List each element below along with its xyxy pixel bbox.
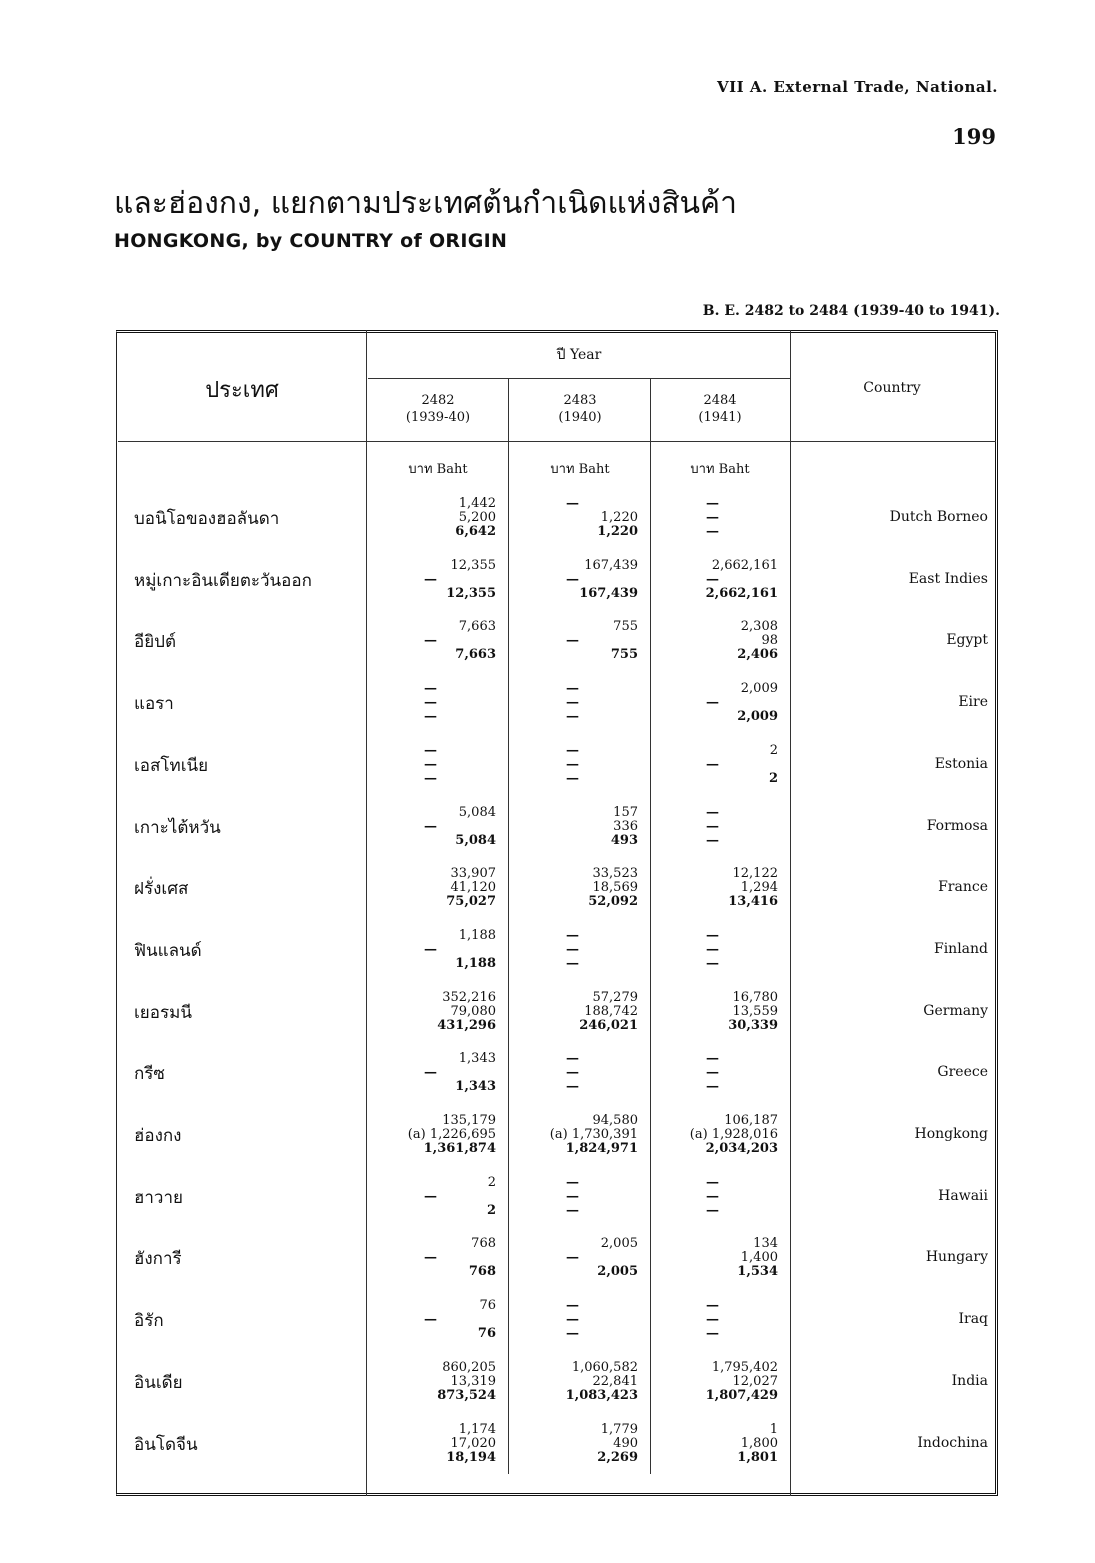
country-name-english: Estonia [934,756,988,772]
value-cell [648,620,778,662]
value-line-2: — [566,757,579,772]
value-line-1: — [706,1051,719,1066]
value-line-1: 33,907 [450,866,496,881]
value-line-2: — [706,510,719,525]
value-line-1: — [424,681,437,696]
value-cell [648,559,778,601]
value-cell [648,806,778,848]
country-name-english: Hawaii [938,1188,988,1204]
total-value: 76 [477,1326,496,1341]
column-header-country-thai: ประเทศ [205,378,279,403]
period-range-note: B. E. 2482 to 2484 (1939-40 to 1941). [702,303,1000,319]
total-value: 873,524 [437,1388,496,1403]
value-cell [366,1052,496,1094]
value-line-2: — [566,1189,579,1204]
total-value: — [566,956,579,971]
value-line-1: 5,084 [458,805,496,820]
value-cell [648,1114,778,1156]
total-value: 1,083,423 [565,1388,638,1403]
total-value: — [706,1079,719,1094]
country-name-thai: เกาะไต้หวัน [134,818,221,838]
page-number: 199 [952,124,996,149]
value-cell [648,1052,778,1094]
value-line-1: — [566,1051,579,1066]
value-cell [648,682,778,724]
value-cell [366,1299,496,1341]
country-name-english: India [951,1373,988,1389]
value-line-2: — [424,1312,437,1327]
total-value: — [566,771,579,786]
total-value: — [566,1326,579,1341]
value-line-2: — [424,757,437,772]
value-cell [508,991,638,1033]
value-cell [648,929,778,971]
total-value: 1,824,971 [565,1141,638,1156]
value-line-1: 16,780 [732,990,778,1005]
value-cell [648,1361,778,1403]
value-cell [366,1237,496,1279]
value-line-2: 1,800 [740,1436,778,1451]
total-value: 2,034,203 [705,1141,778,1156]
value-line-2: 13,559 [732,1004,778,1019]
year-header-2483 [511,392,649,426]
value-cell [648,744,778,786]
total-value: — [706,956,719,971]
value-line-2: — [424,819,437,834]
value-line-2: — [706,572,719,587]
value-line-2: 1,220 [600,510,638,525]
value-line-1: 12,122 [732,866,778,881]
total-value: 2,009 [737,709,778,724]
country-name-english: Egypt [946,632,988,648]
value-cell [366,744,496,786]
total-value: 2 [768,771,778,786]
value-cell [366,1423,496,1465]
country-name-english: Finland [933,941,988,957]
value-line-2: 1,294 [740,880,778,895]
value-line-1: 76 [479,1298,496,1313]
value-line-2: 490 [613,1436,638,1451]
value-line-2: — [566,1250,579,1265]
year-header-2484 [651,392,789,426]
total-value: 52,092 [588,894,638,909]
total-value: 431,296 [437,1018,496,1033]
value-line-2: — [424,572,437,587]
country-name-english: Germany [923,1003,988,1019]
value-line-2: (a) 1,928,016 [689,1127,778,1142]
value-line-2: 1,400 [740,1250,778,1265]
value-line-2: (a) 1,730,391 [549,1127,638,1142]
running-head: VII A. External Trade, National. [716,78,998,96]
value-line-1: 157 [613,805,638,820]
total-value: 5,084 [455,833,496,848]
total-value: 2,406 [737,647,778,662]
total-value: 1,188 [455,956,496,971]
year-period: (1941) [698,410,742,425]
value-line-1: — [706,496,719,511]
total-value: — [706,1203,719,1218]
value-line-1: 134 [753,1236,778,1251]
total-value: 12,355 [446,586,496,601]
value-line-1: 2,009 [740,681,778,696]
total-value: 493 [610,833,638,848]
value-line-2: 98 [761,633,778,648]
value-line-1: — [424,743,437,758]
total-value: 2,662,161 [705,586,778,601]
page-title-thai: และฮ่องกง, แยกตามประเทศต้นกำเนิดแห่งสินค้า [114,186,737,221]
value-line-2: 17,020 [450,1436,496,1451]
country-name-thai: เยอรมนี [134,1003,192,1023]
value-line-1: 1,060,582 [571,1360,638,1375]
value-cell [508,1114,638,1156]
total-value: 2 [486,1203,496,1218]
country-name-thai: อินเดีย [134,1373,183,1393]
value-cell [508,620,638,662]
value-line-1: 106,187 [724,1113,778,1128]
country-name-thai: เอสโทเนีย [134,756,209,776]
country-name-english: Dutch Borneo [889,509,988,525]
value-line-2: — [566,1312,579,1327]
value-line-1: 2,308 [740,619,778,634]
value-cell [508,867,638,909]
total-value: 768 [468,1264,496,1279]
total-value: — [566,1079,579,1094]
value-cell [366,682,496,724]
country-name-thai: อิรัก [134,1311,164,1331]
year-period: (1940) [558,410,602,425]
total-value: 2,269 [597,1450,638,1465]
value-cell [366,991,496,1033]
country-name-thai: กรีซ [134,1064,165,1084]
value-line-2: 12,027 [732,1374,778,1389]
value-cell [366,1176,496,1218]
value-line-2: — [566,1065,579,1080]
value-line-2: — [706,1312,719,1327]
value-line-2: 79,080 [450,1004,496,1019]
country-name-thai: อียิปต์ [134,632,177,652]
value-line-2: — [706,942,719,957]
value-line-1: 352,216 [442,990,496,1005]
value-line-2: — [706,757,719,772]
value-line-1: — [706,1298,719,1313]
value-cell [508,1176,638,1218]
country-name-english: France [938,879,988,895]
total-value: 1,361,874 [423,1141,496,1156]
total-value: 6,642 [455,524,496,539]
value-line-2: — [424,942,437,957]
column-header-year: ปี Year [556,347,602,363]
value-cell [648,1176,778,1218]
total-value: — [424,709,437,724]
value-line-1: 1,188 [458,928,496,943]
value-cell [508,1299,638,1341]
year-label: 2483 [563,393,597,408]
total-value: 1,534 [737,1264,778,1279]
year-label: 2482 [421,393,455,408]
total-value: 13,416 [728,894,778,909]
value-cell [508,497,638,539]
total-value: 755 [610,647,638,662]
country-name-thai: ฮาวาย [134,1188,183,1208]
value-line-2: — [566,942,579,957]
header-rule [118,441,996,442]
year-period: (1939-40) [405,410,471,425]
value-cell [508,682,638,724]
value-line-1: 768 [471,1236,496,1251]
unit-label: บาท Baht [408,462,468,477]
value-line-1: 2,662,161 [711,558,778,573]
total-value: — [706,524,719,539]
value-cell [508,1237,638,1279]
country-name-english: Eire [958,694,988,710]
country-name-thai: อินโดจีน [134,1435,198,1455]
value-cell [648,1423,778,1465]
value-line-2: — [424,1189,437,1204]
total-value: 30,339 [728,1018,778,1033]
value-line-1: — [566,496,579,511]
page-title-english: HONGKONG, by COUNTRY of ORIGIN [114,230,508,252]
country-name-english: Iraq [958,1311,988,1327]
country-name-english: East Indies [908,571,988,587]
value-cell [366,867,496,909]
value-line-2: 18,569 [592,880,638,895]
value-line-2: 41,120 [450,880,496,895]
total-value: 1,220 [597,524,638,539]
country-name-thai: ฮังการี [134,1249,182,1269]
value-line-1: 94,580 [592,1113,638,1128]
value-line-1: 1,343 [458,1051,496,1066]
value-line-1: 33,523 [592,866,638,881]
value-cell [366,806,496,848]
total-value: — [706,833,719,848]
value-line-1: 860,205 [442,1360,496,1375]
value-cell [508,1423,638,1465]
value-line-2: — [424,1250,437,1265]
value-line-1: 1 [769,1422,778,1437]
total-value: — [566,1203,579,1218]
value-line-1: — [566,743,579,758]
value-cell [508,744,638,786]
value-line-2: 13,319 [450,1374,496,1389]
country-name-english: Indochina [917,1435,988,1451]
total-value: 2,005 [597,1264,638,1279]
unit-label: บาท Baht [550,462,610,477]
country-name-english: Formosa [926,818,988,834]
value-line-1: — [706,805,719,820]
value-cell [648,1299,778,1341]
value-line-1: 1,795,402 [711,1360,778,1375]
value-line-2: — [706,695,719,710]
value-line-1: — [566,681,579,696]
value-cell [508,929,638,971]
value-line-1: 755 [613,619,638,634]
country-name-thai: ฟินแลนด์ [134,941,202,961]
value-cell [508,1361,638,1403]
header-rule [368,378,790,379]
total-value: 1,807,429 [705,1388,778,1403]
value-cell [366,497,496,539]
total-value: 7,663 [455,647,496,662]
value-cell [366,559,496,601]
country-name-thai: แอรา [134,694,174,714]
value-cell [648,867,778,909]
value-line-2: — [566,633,579,648]
value-line-2: 22,841 [592,1374,638,1389]
country-name-english: Hungary [925,1249,988,1265]
value-line-1: — [706,1175,719,1190]
value-line-2: — [566,572,579,587]
value-line-1: — [566,1298,579,1313]
total-value: — [424,771,437,786]
value-cell [508,1052,638,1094]
value-line-2: — [706,1065,719,1080]
value-line-2: — [706,1189,719,1204]
unit-label: บาท Baht [690,462,750,477]
value-line-2: — [424,633,437,648]
value-line-2: (a) 1,226,695 [407,1127,496,1142]
value-cell [366,1361,496,1403]
value-cell [366,929,496,971]
value-cell [648,1237,778,1279]
year-header-2482 [369,392,507,426]
year-label: 2484 [703,393,737,408]
value-cell [648,991,778,1033]
value-line-2: — [566,695,579,710]
value-line-1: — [566,928,579,943]
value-line-2: — [424,695,437,710]
column-header-country-english: Country [863,380,921,396]
value-line-1: 2,005 [600,1236,638,1251]
value-line-2: — [706,819,719,834]
value-line-1: 2 [769,743,778,758]
total-value: 1,343 [455,1079,496,1094]
value-line-2: 188,742 [584,1004,638,1019]
value-cell [366,1114,496,1156]
value-line-1: 57,279 [592,990,638,1005]
total-value: 167,439 [579,586,638,601]
country-name-thai: บอนิโอของฮอลันดา [134,509,280,529]
value-line-2: — [424,1065,437,1080]
value-line-1: 1,442 [458,496,496,511]
total-value: 246,021 [579,1018,638,1033]
value-line-2: 5,200 [458,510,496,525]
total-value: — [706,1326,719,1341]
value-cell [508,806,638,848]
total-value: 1,801 [737,1450,778,1465]
value-line-1: 7,663 [458,619,496,634]
value-line-1: 135,179 [442,1113,496,1128]
value-cell [508,559,638,601]
country-name-english: Greece [937,1064,988,1080]
value-line-1: 1,174 [458,1422,496,1437]
value-line-1: — [706,928,719,943]
total-value: 18,194 [446,1450,496,1465]
column-rule [790,330,791,1496]
value-line-1: — [566,1175,579,1190]
total-value: — [566,709,579,724]
value-line-1: 12,355 [450,558,496,573]
value-line-1: 167,439 [584,558,638,573]
country-name-thai: หมู่เกาะอินเดียตะวันออก [134,571,312,591]
value-line-1: 1,779 [600,1422,638,1437]
value-cell [366,620,496,662]
value-line-2: 336 [613,819,638,834]
total-value: 75,027 [446,894,496,909]
value-cell [648,497,778,539]
value-line-1: 2 [487,1175,496,1190]
country-name-english: Hongkong [914,1126,988,1142]
country-name-thai: ฮ่องกง [134,1126,182,1146]
country-name-thai: ฝรั่งเศส [134,879,189,899]
